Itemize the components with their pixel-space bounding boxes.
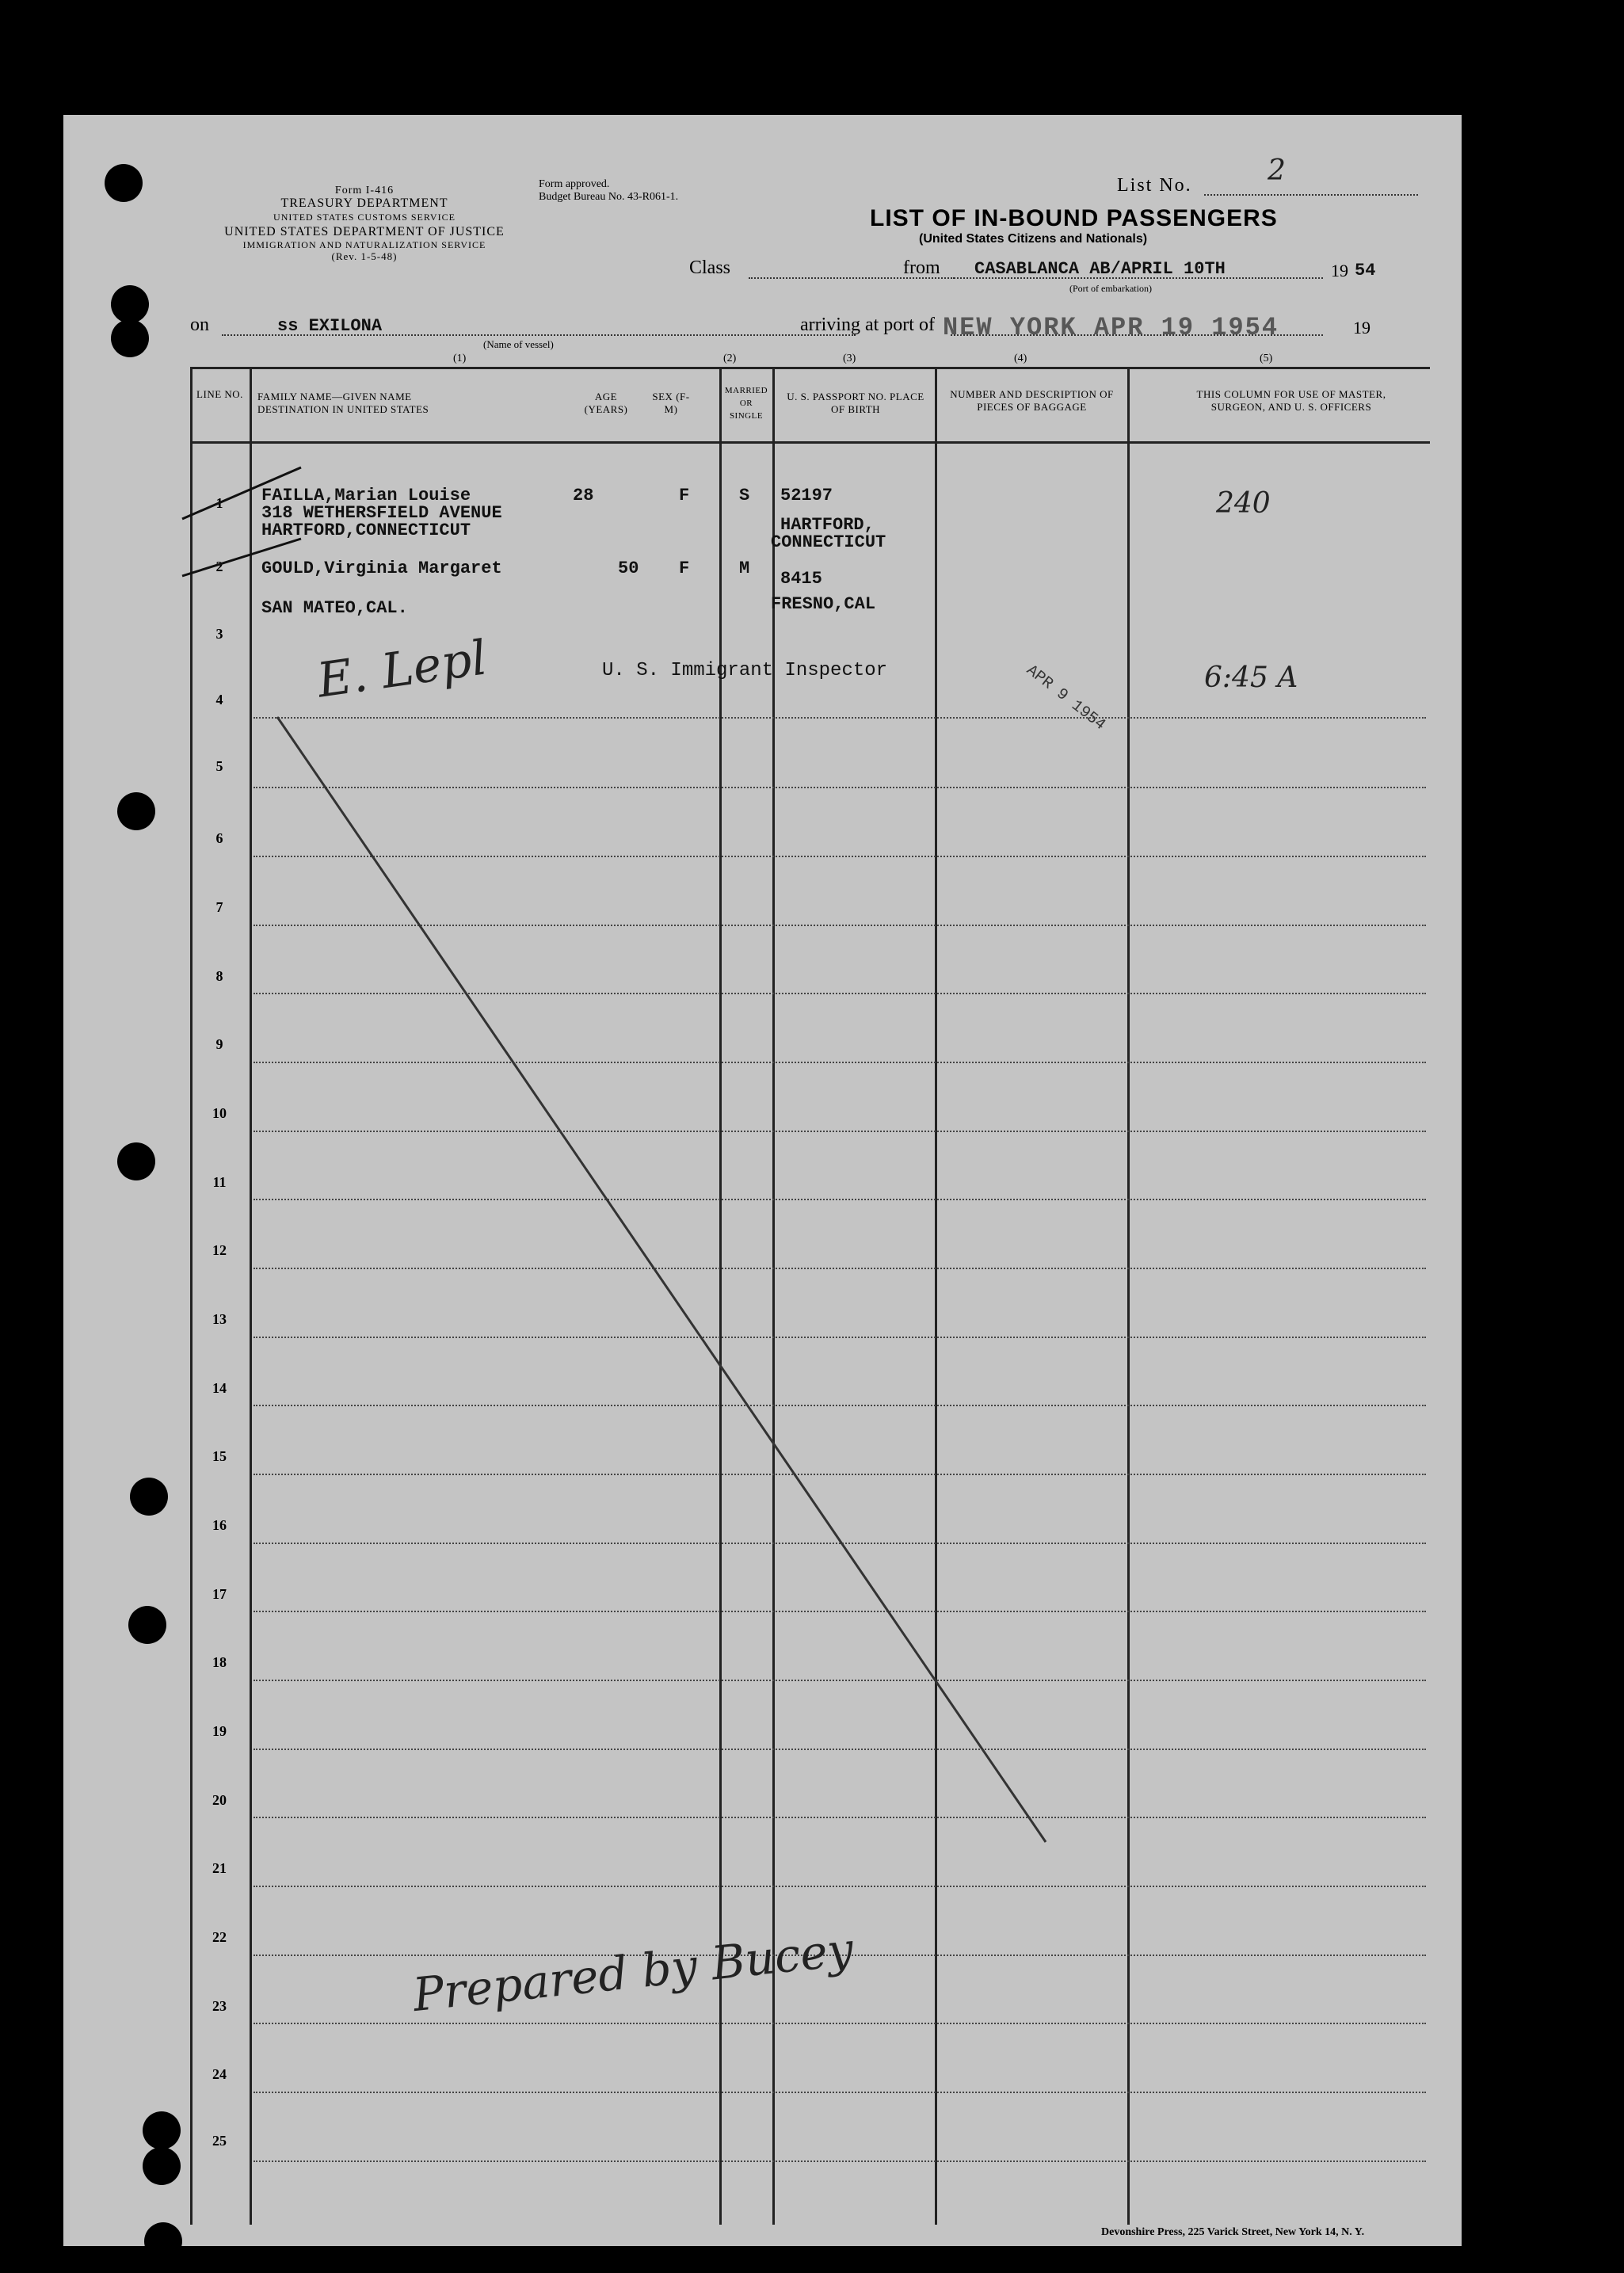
from-value: CASABLANCA AB/APRIL 10TH xyxy=(974,259,1226,279)
col-header-passport: U. S. PASSPORT NO. PLACE OF BIRTH xyxy=(787,391,924,415)
inspector-signature: E. Lepl xyxy=(314,630,490,709)
vessel-value: ss EXILONA xyxy=(277,316,383,336)
list-number-label: List No. xyxy=(1117,175,1192,196)
col-header-name: FAMILY NAME—GIVEN NAME xyxy=(257,391,412,402)
check-mark xyxy=(182,467,301,519)
line-number: 5 xyxy=(215,758,223,774)
col-number-3: (3) xyxy=(843,353,856,364)
line-number: 19 xyxy=(212,1723,227,1739)
col-header-baggage: NUMBER AND DESCRIPTION OF PIECES OF BAGGAGE xyxy=(950,388,1114,413)
budget-bureau: Budget Bureau No. 43-R061-1. xyxy=(539,191,679,203)
passenger-2-age: 50 xyxy=(618,559,639,578)
col-number-2: (2) xyxy=(723,353,737,364)
cross-out-line xyxy=(277,717,1046,1842)
port-embarkation-caption: (Port of embarkation) xyxy=(1069,283,1152,294)
passenger-2-sex: F xyxy=(679,559,690,578)
passenger-1-name: FAILLA,Marian Louise xyxy=(261,486,471,505)
document-page xyxy=(63,115,1462,2246)
passenger-2-passport: 8415 xyxy=(780,569,822,589)
class-label: Class xyxy=(689,257,731,278)
passenger-2-marital: M xyxy=(739,559,750,578)
line-number: 10 xyxy=(212,1105,227,1121)
line-number: 23 xyxy=(212,1998,227,2014)
line-number: 4 xyxy=(215,692,223,707)
line-number: 24 xyxy=(212,2066,227,2082)
line-number: 13 xyxy=(212,1311,227,1327)
treasury-department: TREASURY DEPARTMENT xyxy=(280,196,448,210)
col-header-officers: THIS COLUMN FOR USE OF MASTER, SURGEON, AND U. S. OFFICERS xyxy=(1196,388,1386,413)
passenger-1-officer-note: 240 xyxy=(1216,487,1271,520)
date-stamp: APR 9 1954 xyxy=(1022,662,1109,735)
customs-service: UNITED STATES CUSTOMS SERVICE xyxy=(273,212,456,223)
line-number: 3 xyxy=(215,626,223,642)
passenger-1-marital: S xyxy=(739,486,750,505)
officer-note-time: 6:45 A xyxy=(1204,662,1298,694)
line-number: 18 xyxy=(212,1654,227,1670)
passenger-1-sex: F xyxy=(679,486,690,505)
line-number: 1 xyxy=(215,495,223,511)
passenger-2-name: GOULD,Virginia Margaret xyxy=(261,559,502,578)
col-header-destination: DESTINATION IN UNITED STATES xyxy=(257,403,429,415)
passenger-1-birthplace-state: CONNECTICUT xyxy=(771,532,886,552)
on-label: on xyxy=(190,315,209,335)
line-number: 17 xyxy=(212,1586,227,1602)
arriving-stamp: NEW YORK APR 19 1954 xyxy=(943,313,1279,342)
revision-date: (Rev. 1-5-48) xyxy=(331,250,398,262)
from-label: from xyxy=(903,257,940,278)
col-number-4: (4) xyxy=(1014,353,1027,364)
line-number: 6 xyxy=(215,830,223,846)
line-number: 15 xyxy=(212,1448,227,1464)
year-prefix-1: 19 xyxy=(1331,261,1348,280)
passenger-1-address: 318 WETHERSFIELD AVENUE xyxy=(261,503,502,523)
year-value-1: 54 xyxy=(1355,261,1376,280)
cross-out-marks xyxy=(63,115,1462,2246)
line-number: 21 xyxy=(212,1860,227,1876)
passenger-1-age: 28 xyxy=(573,486,594,505)
col-header-line-no: LINE NO. xyxy=(196,388,243,400)
line-number: 11 xyxy=(212,1174,227,1190)
printer-footer: Devonshire Press, 225 Varick Street, New York 14, N. Y. xyxy=(1101,2226,1365,2238)
passenger-1-birthplace: HARTFORD, xyxy=(780,515,875,535)
passenger-1-passport: 52197 xyxy=(780,486,833,505)
dept-of-justice: UNITED STATES DEPARTMENT OF JUSTICE xyxy=(224,225,505,238)
line-number: 22 xyxy=(212,1929,227,1945)
passenger-2-birthplace: FRESNO,CAL xyxy=(771,594,876,614)
line-number: 2 xyxy=(215,559,223,574)
col-number-5: (5) xyxy=(1260,353,1273,364)
form-approved: Form approved. xyxy=(539,178,610,190)
list-number-value: 2 xyxy=(1268,154,1286,187)
vessel-caption: (Name of vessel) xyxy=(483,338,554,350)
immigration-service: IMMIGRATION AND NATURALIZATION SERVICE xyxy=(242,239,486,250)
form-title: LIST OF IN-BOUND PASSENGERS xyxy=(870,205,1278,231)
line-number: 7 xyxy=(215,899,223,915)
col-number-1: (1) xyxy=(453,353,467,364)
arriving-label: arriving at port of xyxy=(800,315,935,335)
line-number: 20 xyxy=(212,1792,227,1808)
line-number: 16 xyxy=(212,1517,227,1533)
col-header-age: AGE (YEARS) xyxy=(584,391,628,415)
col-header-sex: SEX (F-M) xyxy=(652,391,690,415)
line-number: 14 xyxy=(212,1380,227,1396)
line-number: 9 xyxy=(215,1036,223,1052)
line-number: 25 xyxy=(212,2133,227,2149)
prepared-by-note: Prepared by Bucey xyxy=(410,1922,856,2022)
check-mark xyxy=(182,539,301,576)
col-header-married: MARRIED OR SINGLE xyxy=(724,386,768,421)
line-number: 12 xyxy=(212,1242,227,1258)
year-prefix-2: 19 xyxy=(1353,318,1370,338)
inspector-label: U. S. Immigrant Inspector xyxy=(602,660,888,681)
form-subtitle: (United States Citizens and Nationals) xyxy=(919,232,1148,246)
line-number: 8 xyxy=(215,968,223,984)
form-number: Form I-416 xyxy=(334,185,395,196)
passenger-2-address: SAN MATEO,CAL. xyxy=(261,598,408,618)
passenger-1-city: HARTFORD,CONNECTICUT xyxy=(261,521,471,540)
